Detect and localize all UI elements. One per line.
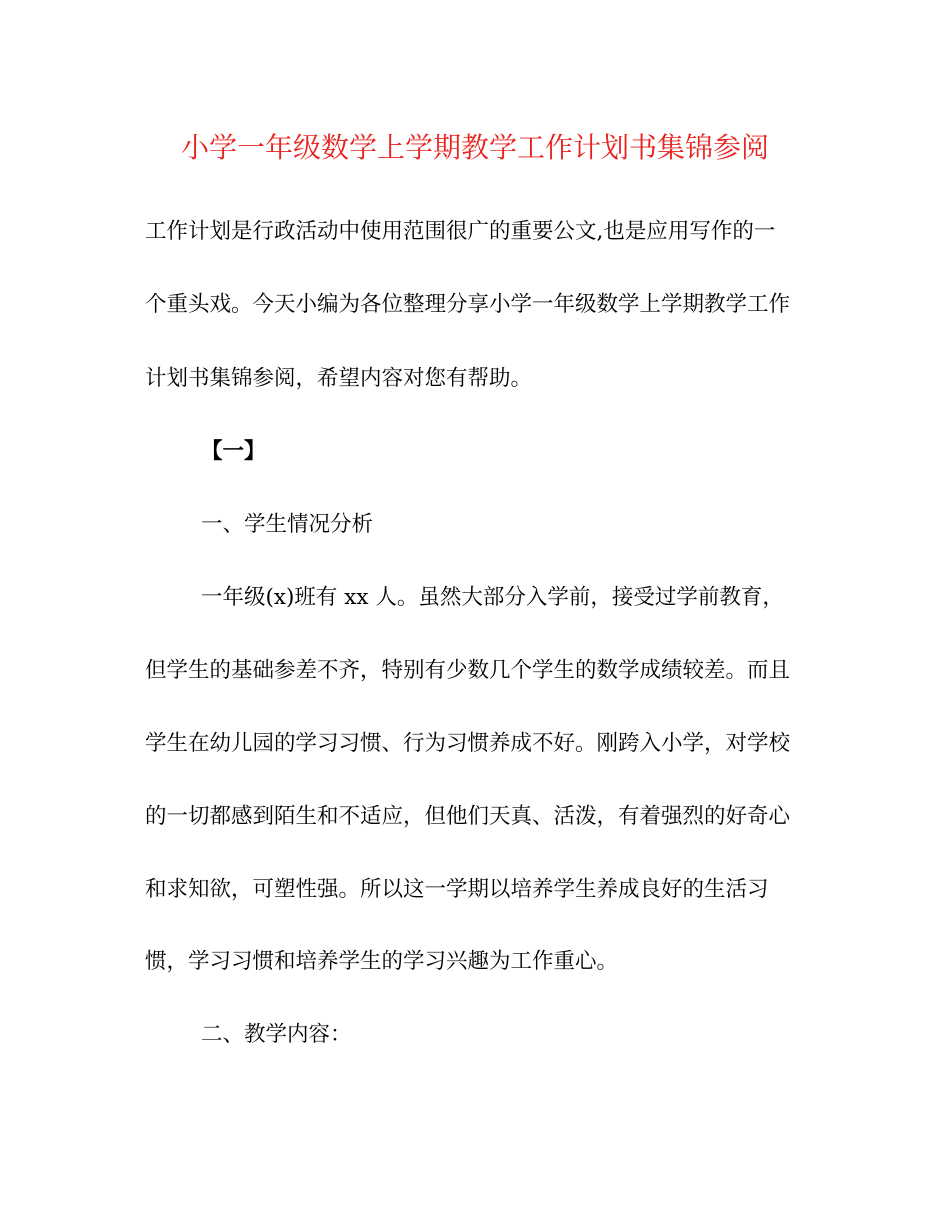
document-title: 小学一年级数学上学期教学工作计划书集锦参阅: [180, 131, 769, 164]
intro-line-2: 个重头戏。今天小编为各位整理分享小学一年级数学上学期教学工作: [145, 292, 791, 317]
section-marker: 【一】: [201, 439, 266, 464]
heading-student-analysis: 一、学生情况分析: [201, 512, 374, 537]
analysis-line-1: 一年级(x)班有 xx 人。虽然大部分入学前，接受过学前教育，: [201, 585, 784, 610]
analysis-line-5: 和求知欲，可塑性强。所以这一学期以培养学生养成良好的生活习: [145, 877, 769, 902]
intro-line-1: 工作计划是行政活动中使用范围很广的重要公文,也是应用写作的一: [145, 219, 776, 244]
analysis-line-4: 的一切都感到陌生和不适应，但他们天真、活泼，有着强烈的好奇心: [145, 804, 791, 829]
heading-teaching-content: 二、教学内容：: [201, 1022, 352, 1047]
analysis-line-3: 学生在幼儿园的学习习惯、行为习惯养成不好。刚跨入小学，对学校: [145, 731, 791, 756]
analysis-line-2: 但学生的基础参差不齐，特别有少数几个学生的数学成绩较差。而且: [145, 658, 791, 683]
intro-line-3: 计划书集锦参阅，希望内容对您有帮助。: [145, 366, 533, 391]
analysis-line-6: 惯，学习习惯和培养学生的学习兴趣为工作重心。: [145, 949, 619, 974]
